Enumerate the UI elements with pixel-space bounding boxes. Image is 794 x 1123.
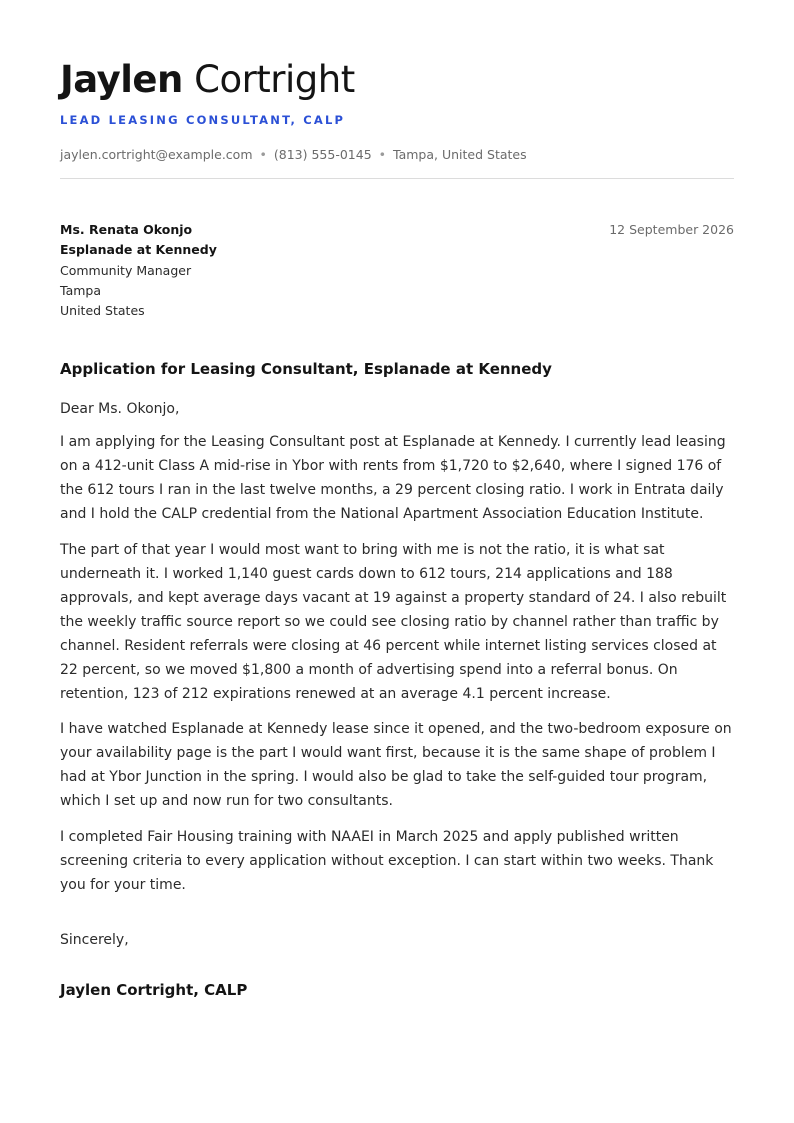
closing: Sincerely, [60, 931, 129, 948]
recipient-name: Ms. Renata Okonjo [60, 222, 193, 237]
signature: Jaylen Cortright, CALP [60, 980, 248, 999]
body-paragraph: I am applying for the Leasing Consultant post at Esplanade at Kennedy. I currently lead leasing on a 412-unit Class A mid-rise in Ybor with rents from $1,720 to $2,640, where I signed 176 of the 612 tours I ran in the last twelve months, a 29 percent closing ratio. I work in Entrata daily and I hold the CALP credential from the National Apartment Association Education Institute. [60, 434, 726, 523]
recipient-block [60, 220, 734, 321]
last-name: Cortright [194, 58, 355, 101]
phone-text: (813) 555-0145 [273, 147, 372, 162]
recipient-title: Community Manager [60, 262, 192, 278]
first-name: Jaylen [60, 58, 183, 101]
recipient-city: Tampa [60, 282, 101, 298]
professional-headline: LEAD LEASING CONSULTANT, CALP [60, 113, 346, 127]
recipient-country: United States [60, 303, 145, 319]
recipient-company: Esplanade at Kennedy [60, 242, 217, 258]
contact-info [60, 147, 734, 163]
body-paragraph: The part of that year I would most want to bring with me is not the ratio, it is what sat underneath it. I worked 1,140 guest cards down to 612 tours, 214 applications and 188 approvals, and kept average days vacant at 19 against a property standard of 24. I also rebuilt the weekly traffic source report so we could see closing ratio by channel rather than traffic by channel. Resident referrals were closing at 46 percent while internet listing services closed at 22 percent, so we moved $1,800 a month of advertising spend into a referral bonus. On retention, 123 of 212 expirations renewed at an average 4.1 percent increase. [60, 542, 727, 702]
letter-subject: Application for Leasing Consultant, Esplanade at Kennedy [60, 360, 552, 379]
header-divider [60, 178, 734, 179]
letter-date: 12 September 2026 [609, 222, 734, 237]
body-paragraph: I completed Fair Housing training with NAAEI in March 2025 and apply published written screening criteria to every application without exception. I can start within two weeks. Thank you for your time. [60, 829, 714, 893]
applicant-name [60, 58, 734, 102]
salutation: Dear Ms. Okonjo, [60, 401, 180, 418]
email-text: jaylen.cortright@example.com [60, 147, 253, 162]
separator-dot: • [378, 147, 387, 162]
separator-dot: • [259, 147, 267, 162]
location-text: Tampa, United States [393, 147, 527, 162]
body-paragraph: I have watched Esplanade at Kennedy lease since it opened, and the two-bedroom exposure on your availability page is the part I would want first, because it is the same shape of problem I had at Ybor Junction in the spring. I would also be glad to take the self-guided tour program, which I set up and now run for two consultants. [60, 721, 732, 810]
